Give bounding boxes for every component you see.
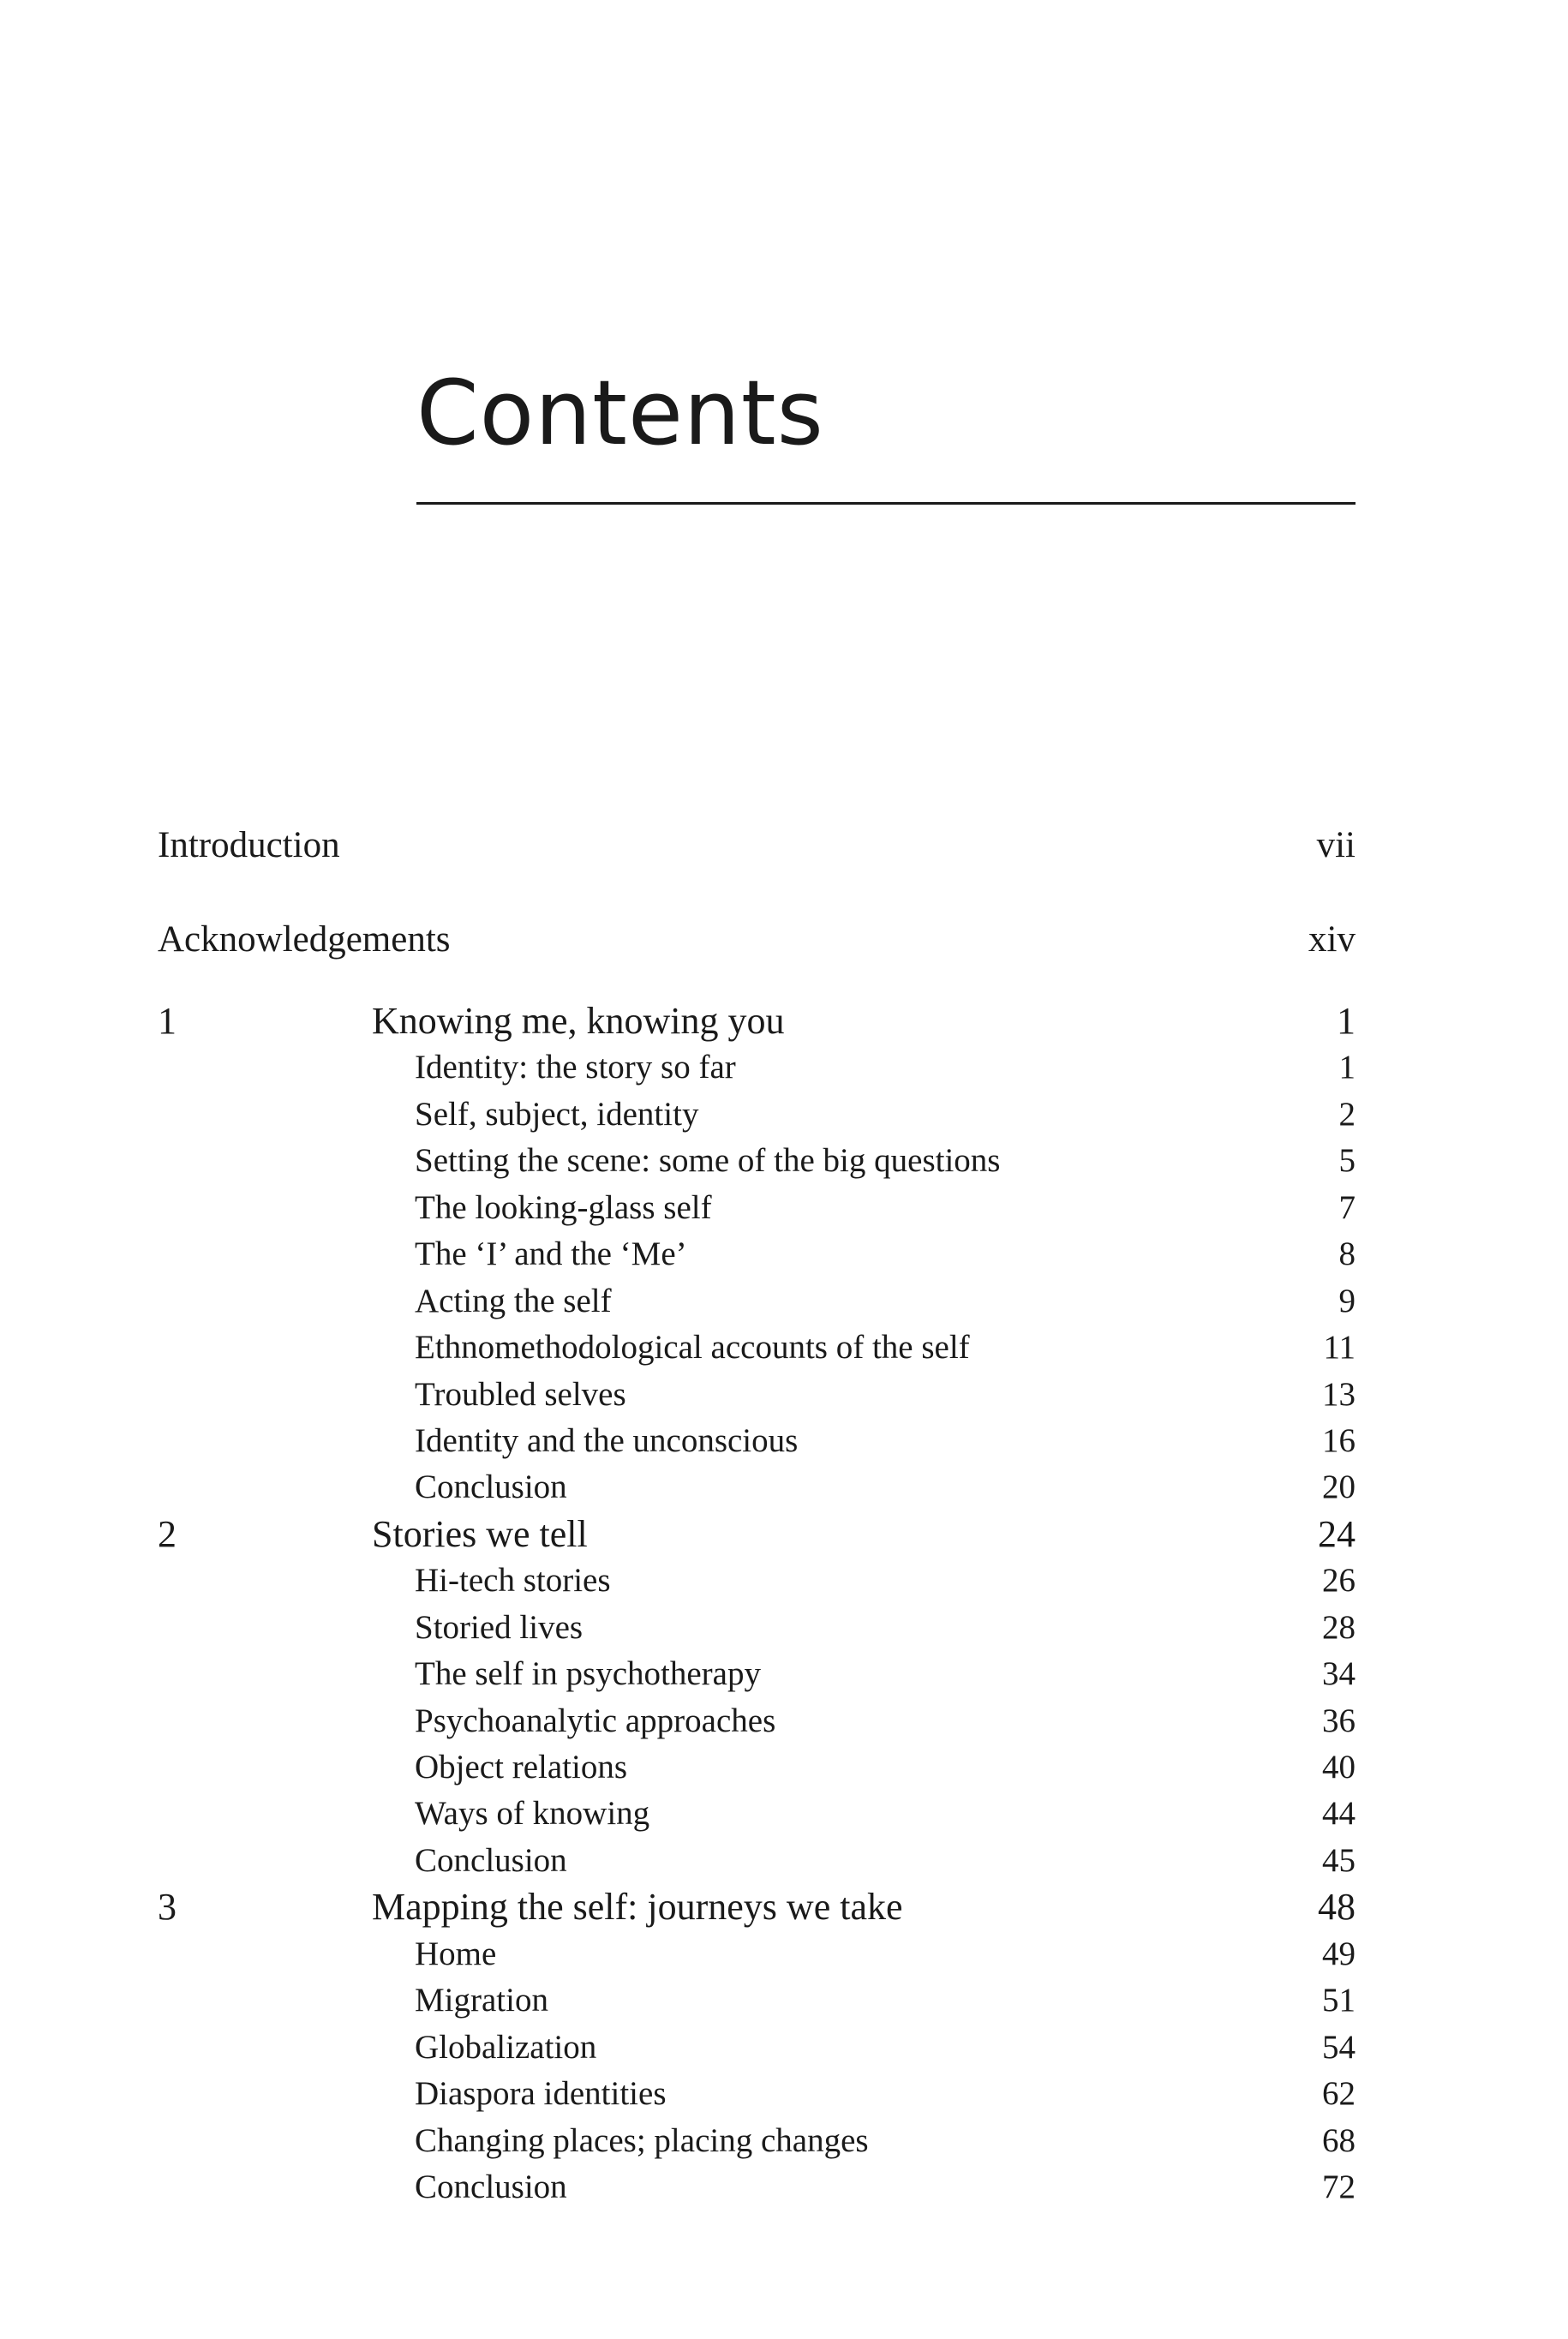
toc-entry-acknowledgements[interactable] xyxy=(158,914,1356,966)
chapter-title: Mapping the self: journeys we take xyxy=(372,1886,903,1929)
section-entry[interactable] xyxy=(158,1278,1356,1325)
toc-entry-label: Acknowledgements xyxy=(158,919,451,960)
section-page: 45 xyxy=(1322,1841,1356,1879)
section-title: Storied lives xyxy=(415,1608,584,1646)
section-title: Changing places; placing changes xyxy=(415,2121,869,2159)
chapter-heading[interactable] xyxy=(158,1884,1356,1930)
section-page: 2 xyxy=(1338,1095,1356,1133)
section-title: Psychoanalytic approaches xyxy=(415,1702,776,1739)
toc-entry-page: xiv xyxy=(1308,919,1356,960)
section-entry[interactable] xyxy=(158,1931,1356,1977)
section-page: 16 xyxy=(1322,1421,1356,1459)
chapter-heading[interactable] xyxy=(158,998,1356,1044)
section-entry[interactable] xyxy=(158,1977,1356,2024)
section-page: 1 xyxy=(1338,1049,1356,1086)
section-entry[interactable] xyxy=(158,2118,1356,2164)
section-page: 40 xyxy=(1322,1749,1356,1786)
chapter-number: 1 xyxy=(158,1000,177,1042)
section-title: Diaspora identities xyxy=(415,2075,667,2113)
section-title: Migration xyxy=(415,1982,548,2019)
chapter-page: 48 xyxy=(1318,1886,1356,1929)
section-title: Self, subject, identity xyxy=(415,1095,699,1133)
chapter-title: Stories we tell xyxy=(372,1512,588,1555)
section-page: 26 xyxy=(1322,1562,1356,1600)
toc-entry-page: vii xyxy=(1316,825,1356,865)
section-page: 36 xyxy=(1322,1702,1356,1739)
chapter-page: 1 xyxy=(1337,1000,1356,1042)
section-title: Hi-tech stories xyxy=(415,1562,611,1600)
section-page: 62 xyxy=(1322,2075,1356,2113)
section-entry[interactable] xyxy=(158,1464,1356,1510)
section-title: Acting the self xyxy=(415,1282,612,1319)
chapter-page: 24 xyxy=(1318,1512,1356,1555)
section-page: 8 xyxy=(1338,1235,1356,1273)
section-page: 20 xyxy=(1322,1469,1356,1506)
section-page: 9 xyxy=(1338,1282,1356,1319)
section-title: Identity and the unconscious xyxy=(415,1421,799,1459)
section-title: The self in psychotherapy xyxy=(415,1655,761,1693)
section-title: Home xyxy=(415,1935,497,1972)
section-page: 54 xyxy=(1322,2028,1356,2066)
section-entry[interactable] xyxy=(158,1325,1356,1371)
section-title: Ethnomethodological accounts of the self xyxy=(415,1329,970,1367)
section-title: Troubled selves xyxy=(415,1375,626,1413)
chapter-number: 3 xyxy=(158,1886,177,1929)
toc-entry-introduction[interactable] xyxy=(158,820,1356,871)
section-title: Setting the scene: some of the big questions xyxy=(415,1142,1001,1180)
section-page: 5 xyxy=(1338,1142,1356,1180)
section-entry[interactable] xyxy=(158,1044,1356,1091)
section-entry[interactable] xyxy=(158,1744,1356,1791)
section-entry[interactable] xyxy=(158,1372,1356,1418)
section-title: Conclusion xyxy=(415,2168,567,2205)
section-page: 44 xyxy=(1322,1795,1356,1833)
section-entry[interactable] xyxy=(158,1418,1356,1464)
section-title: Object relations xyxy=(415,1749,627,1786)
section-entry[interactable] xyxy=(158,1838,1356,1884)
section-page: 68 xyxy=(1322,2121,1356,2159)
section-entry[interactable] xyxy=(158,1791,1356,1837)
chapter-title: Knowing me, knowing you xyxy=(372,1000,785,1042)
section-page: 34 xyxy=(1322,1655,1356,1693)
chapter-number: 2 xyxy=(158,1512,177,1555)
section-entry[interactable] xyxy=(158,2025,1356,2071)
chapter-heading[interactable] xyxy=(158,1511,1356,1558)
section-title: The ‘I’ and the ‘Me’ xyxy=(415,1235,687,1273)
toc-entry-label: Introduction xyxy=(158,825,340,865)
section-entry[interactable] xyxy=(158,1698,1356,1744)
section-entry[interactable] xyxy=(158,1092,1356,1138)
section-title: Identity: the story so far xyxy=(415,1049,736,1086)
section-entry[interactable] xyxy=(158,1138,1356,1184)
section-title: The looking-glass self xyxy=(415,1188,712,1226)
section-title: Conclusion xyxy=(415,1469,567,1506)
title-rule xyxy=(416,502,1356,505)
section-page: 11 xyxy=(1323,1329,1356,1367)
chapter-list xyxy=(158,998,1356,2210)
section-page: 13 xyxy=(1322,1375,1356,1413)
section-entry[interactable] xyxy=(158,1185,1356,1231)
section-title: Ways of knowing xyxy=(415,1795,650,1833)
section-entry[interactable] xyxy=(158,1558,1356,1604)
section-entry[interactable] xyxy=(158,2071,1356,2117)
section-entry[interactable] xyxy=(158,2164,1356,2210)
section-entry[interactable] xyxy=(158,1605,1356,1651)
section-page: 51 xyxy=(1322,1982,1356,2019)
section-page: 7 xyxy=(1338,1188,1356,1226)
section-title: Globalization xyxy=(415,2028,597,2066)
section-entry[interactable] xyxy=(158,1231,1356,1277)
section-entry[interactable] xyxy=(158,1651,1356,1697)
section-page: 28 xyxy=(1322,1608,1356,1646)
section-page: 72 xyxy=(1322,2168,1356,2205)
section-title: Conclusion xyxy=(415,1841,567,1879)
section-page: 49 xyxy=(1322,1935,1356,1972)
page-title: Contents xyxy=(416,361,824,465)
